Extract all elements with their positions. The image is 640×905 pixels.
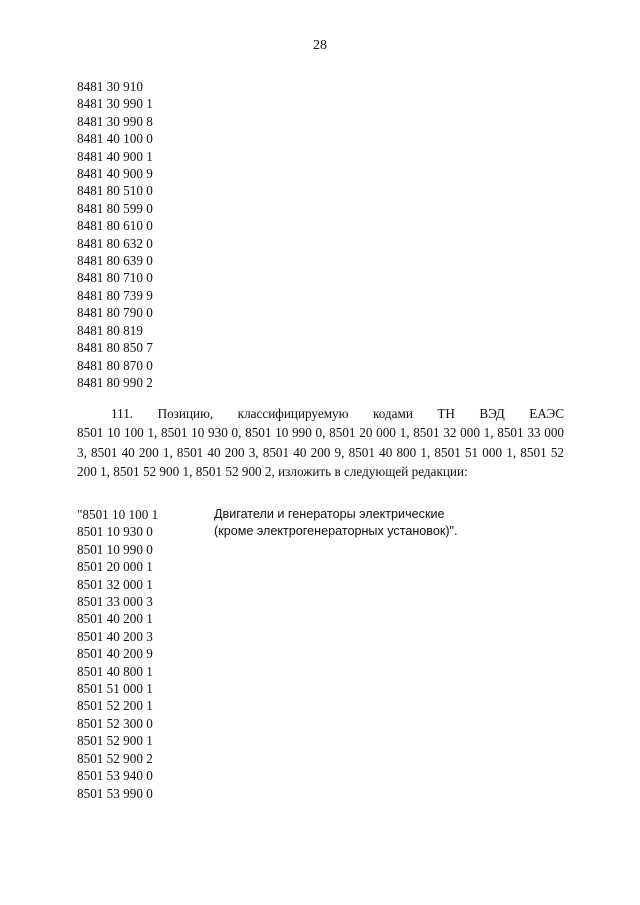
code-item: 8481 80 599 0	[77, 200, 153, 216]
code-item: 8501 51 000 1	[77, 681, 153, 697]
code-item: 8481 80 850 7	[77, 340, 153, 356]
code-item: 8481 80 632 0	[77, 235, 153, 251]
code-item: 8481 80 819	[77, 322, 143, 338]
code-item: 8501 52 900 2	[77, 750, 153, 766]
description-line: Двигатели и генераторы электрические	[214, 507, 445, 521]
code-item: 8501 53 990 0	[77, 785, 153, 801]
code-item: 8501 40 200 3	[77, 628, 153, 644]
code-item: 8481 40 900 9	[77, 166, 153, 182]
code-item: 8501 52 200 1	[77, 698, 153, 714]
code-item: 8501 40 200 1	[77, 611, 153, 627]
code-list-8481	[77, 78, 153, 391]
code-item: 8501 20 000 1	[77, 559, 153, 575]
code-item: 8481 80 790 0	[77, 305, 153, 321]
code-item: 8481 30 990 8	[77, 113, 153, 129]
code-item: 8481 80 990 2	[77, 374, 153, 390]
code-item: 8481 80 510 0	[77, 183, 153, 199]
code-item: 8501 33 000 3	[77, 594, 153, 610]
code-item: 8481 40 900 1	[77, 148, 153, 164]
code-item: "8501 10 100 1	[77, 507, 159, 522]
description-line: (кроме электрогенераторных установок)".	[214, 524, 458, 539]
code-item: 8481 30 910	[77, 79, 143, 94]
code-item: 8501 40 200 9	[77, 646, 153, 662]
code-item: 8481 80 710 0	[77, 270, 153, 286]
code-item: 8481 40 100 0	[77, 131, 153, 147]
code-item: 8501 53 940 0	[77, 768, 153, 784]
code-item: 8501 10 990 0	[77, 541, 153, 557]
code-item: 8501 10 930 0	[77, 524, 153, 540]
code-list-8501	[77, 506, 158, 802]
paragraph-first-line: 111. Позицию, классифицируемую кодами ТН ВЭД ЕАЭС	[111, 406, 564, 421]
code-item: 8481 80 639 0	[77, 253, 153, 269]
code-item: 8481 80 610 0	[77, 218, 153, 234]
code-item: 8501 32 000 1	[77, 576, 153, 592]
code-item: 8501 40 800 1	[77, 663, 153, 679]
code-item: 8501 52 300 0	[77, 715, 153, 731]
page-number: 28	[313, 38, 327, 53]
code-item: 8481 80 739 9	[77, 287, 153, 303]
paragraph-body: 8501 10 100 1, 8501 10 930 0, 8501 10 990 0, 8501 20 000 1, 8501 32 000 1, 8501 33 000 3, 8501 40 200 1, 8501 40 200 3, 8501 40 200 9, 8501 40 800 1, 8501 51 000 1, 8501 52 200 1, 8501 52 900 1, 8501 52 900 2, изложить в следующей редакции:	[77, 425, 564, 480]
code-item: 8501 52 900 1	[77, 733, 153, 749]
code-item: 8481 30 990 1	[77, 96, 153, 112]
code-item: 8481 80 870 0	[77, 357, 153, 373]
item-111-paragraph	[77, 404, 564, 482]
item-description	[214, 506, 458, 541]
